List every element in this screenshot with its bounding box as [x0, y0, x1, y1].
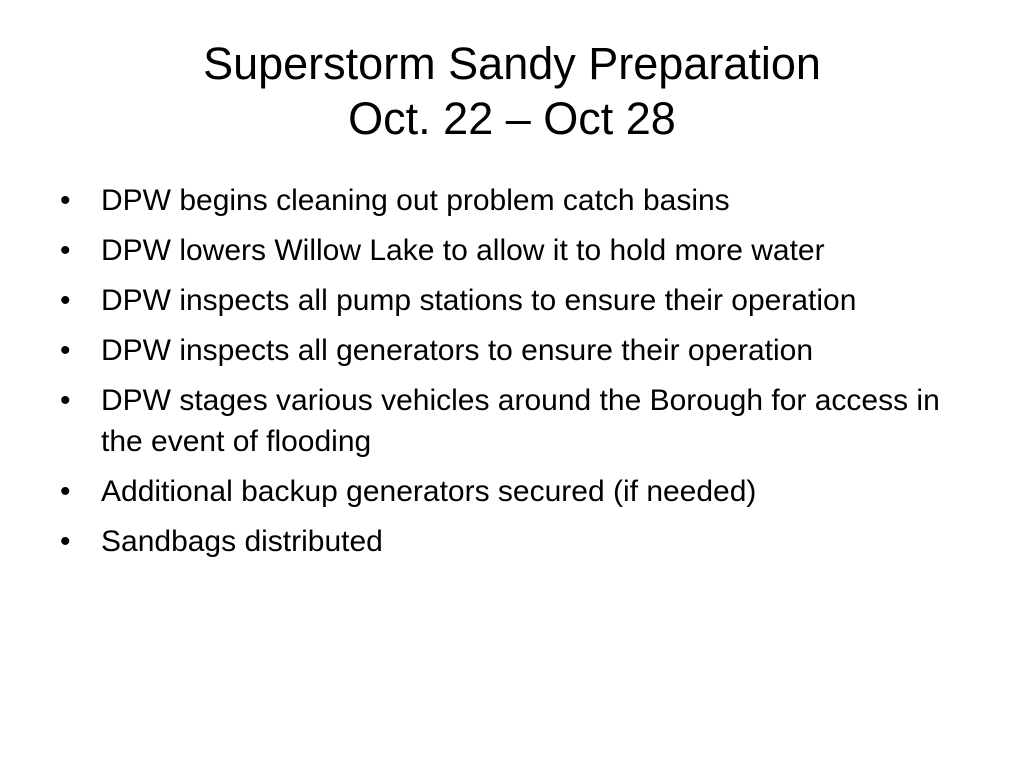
bullet-item	[56, 280, 976, 321]
bullet-icon: •	[60, 284, 71, 317]
bullet-text: DPW inspects all pump stations to ensure their operation	[101, 284, 857, 317]
bullet-item	[56, 330, 976, 371]
bullet-text: DPW stages various vehicles around the Borough for access in the event of flooding	[101, 384, 940, 458]
title-line-2: Oct. 22 – Oct 28	[348, 93, 676, 144]
bullet-list	[56, 180, 976, 571]
bullet-text: DPW begins cleaning out problem catch basins	[101, 184, 730, 217]
bullet-item	[56, 230, 976, 271]
bullet-icon: •	[60, 384, 71, 417]
bullet-text: DPW inspects all generators to ensure their operation	[101, 334, 814, 367]
title-line-1: Superstorm Sandy Preparation	[203, 38, 821, 89]
bullet-item	[56, 471, 976, 512]
bullet-text: DPW lowers Willow Lake to allow it to hold more water	[101, 234, 825, 267]
bullet-icon: •	[60, 184, 71, 217]
bullet-icon: •	[60, 475, 71, 508]
bullet-icon: •	[60, 525, 71, 558]
bullet-text: Additional backup generators secured (if needed)	[101, 475, 757, 508]
slide-title	[0, 36, 1024, 146]
bullet-icon: •	[60, 334, 71, 367]
bullet-item	[56, 521, 976, 562]
bullet-text: Sandbags distributed	[101, 525, 383, 558]
bullet-icon: •	[60, 234, 71, 267]
bullet-item	[56, 380, 976, 462]
bullet-item	[56, 180, 976, 221]
